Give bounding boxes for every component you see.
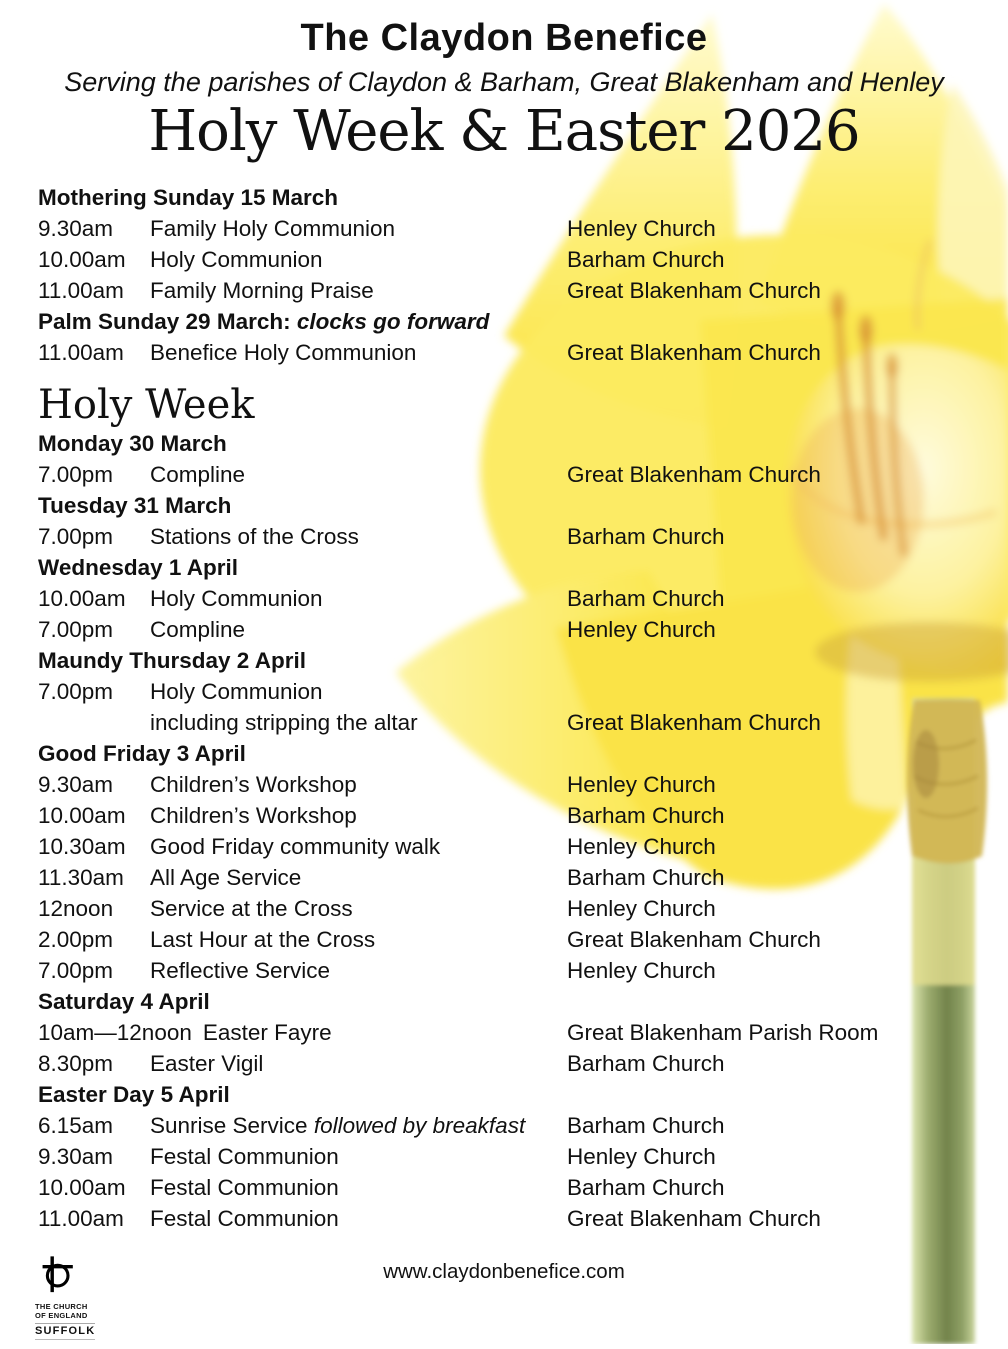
day-block: [38, 428, 1008, 490]
day-block: [38, 645, 1008, 738]
location-cell: Henley Church: [567, 896, 716, 921]
service-row: [38, 521, 1008, 552]
event-cell: Festal Communion: [150, 1144, 339, 1169]
day-block: [38, 182, 1008, 306]
event-text: Sunrise Service: [150, 1113, 314, 1138]
service-row: [38, 275, 1008, 306]
time-cell: 10.30am: [38, 834, 126, 859]
poster-title: The Claydon Benefice: [300, 17, 708, 59]
poster-subtitle: Serving the parishes of Claydon & Barham, Great Blakenham and Henley: [64, 67, 944, 97]
service-row: [38, 614, 1008, 645]
event-cell: Reflective Service: [150, 958, 331, 983]
time-cell: 10.00am: [38, 586, 126, 611]
location-cell: Henley Church: [567, 1144, 716, 1169]
event-cell: Easter Fayre: [202, 1020, 332, 1045]
location-cell: Henley Church: [567, 216, 716, 241]
event-cell: Service at the Cross: [150, 896, 353, 921]
service-row: [38, 244, 1008, 275]
location-cell: Barham Church: [567, 586, 725, 611]
event-cell: Stations of the Cross: [150, 524, 359, 549]
day-block: [38, 738, 1008, 986]
service-row: [38, 459, 1008, 490]
location-cell: Barham Church: [567, 865, 725, 890]
day-title: Mothering Sunday 15 March: [38, 185, 339, 210]
service-row: [38, 337, 1008, 368]
logo-caption-region: SUFFOLK: [35, 1323, 95, 1340]
event-cell: Holy Communion: [150, 679, 323, 704]
time-cell: 10.00am: [38, 803, 126, 828]
service-row: [38, 893, 1008, 924]
main-heading: Holy Week & Easter 2026: [148, 99, 860, 164]
day-title-text: Palm Sunday 29 March:: [38, 309, 297, 334]
day-title: Monday 30 March: [38, 431, 227, 456]
location-cell: Henley Church: [567, 834, 716, 859]
location-cell: Great Blakenham Church: [567, 278, 821, 303]
location-cell: Henley Church: [567, 617, 716, 642]
event-cell: All Age Service: [150, 865, 302, 890]
time-cell: 11.00am: [38, 1206, 124, 1231]
service-row: [38, 769, 1008, 800]
service-row: [38, 831, 1008, 862]
service-row: [38, 1048, 1008, 1079]
location-cell: Barham Church: [567, 1051, 725, 1076]
event-cell: including stripping the altar: [150, 710, 418, 735]
time-cell: 7.00pm: [38, 679, 114, 704]
location-cell: Barham Church: [567, 803, 725, 828]
event-cell: Compline: [150, 462, 246, 487]
day-title: Wednesday 1 April: [38, 555, 239, 580]
event-cell: Family Holy Communion: [150, 216, 396, 241]
church-of-england-cross-circle-icon: [35, 1254, 125, 1300]
event-cell: Holy Communion: [150, 247, 323, 272]
time-cell: 9.30am: [38, 216, 114, 241]
service-row: [38, 862, 1008, 893]
event-cell: [150, 1110, 525, 1141]
service-row: [38, 213, 1008, 244]
location-cell: Great Blakenham Church: [567, 340, 821, 365]
day-title: [38, 306, 1008, 337]
time-cell: [38, 707, 150, 738]
day-block: [38, 306, 1008, 368]
event-cell: Children’s Workshop: [150, 772, 357, 797]
location-cell: Great Blakenham Parish Room: [567, 1020, 879, 1045]
service-row: [38, 1172, 1008, 1203]
day-block: [38, 552, 1008, 645]
day-block: [38, 986, 1008, 1079]
location-cell: Barham Church: [567, 524, 725, 549]
time-cell: 6.15am: [38, 1113, 114, 1138]
location-cell: Great Blakenham Church: [567, 462, 821, 487]
time-cell: 7.00pm: [38, 617, 114, 642]
location-cell: Great Blakenham Church: [567, 710, 821, 735]
logo-caption-line1: THE CHURCH: [35, 1302, 88, 1311]
service-row: [38, 955, 1008, 986]
service-row-continuation: [38, 707, 1008, 738]
time-cell: 10.00am: [38, 247, 126, 272]
event-cell: Good Friday community walk: [150, 834, 441, 859]
event-cell: Easter Vigil: [150, 1051, 264, 1076]
location-cell: Barham Church: [567, 1113, 725, 1138]
time-cell: 11.00am: [38, 278, 124, 303]
service-row: [38, 1203, 1008, 1234]
footer-url: www.claydonbenefice.com: [383, 1260, 625, 1283]
time-cell: 9.30am: [38, 1144, 114, 1169]
service-row: [38, 1110, 1008, 1141]
time-cell: 2.00pm: [38, 927, 114, 952]
logo-caption-org: [35, 1302, 125, 1320]
day-title: Maundy Thursday 2 April: [38, 648, 306, 673]
service-row: [38, 1017, 1008, 1048]
event-cell: Family Morning Praise: [150, 278, 374, 303]
event-cell: Benefice Holy Communion: [150, 340, 417, 365]
time-cell: 11.30am: [38, 865, 124, 890]
location-cell: Henley Church: [567, 772, 716, 797]
time-cell: 7.00pm: [38, 462, 114, 487]
church-of-england-logo: [35, 1254, 125, 1340]
day-title: Good Friday 3 April: [38, 741, 246, 766]
time-cell: 7.00pm: [38, 958, 114, 983]
event-cell: Holy Communion: [150, 586, 323, 611]
section-heading-holy-week: Holy Week: [38, 382, 255, 428]
service-row: [38, 676, 1008, 707]
event-cell: Compline: [150, 617, 246, 642]
time-cell: 10.00am: [38, 1175, 126, 1200]
service-schedule: [0, 182, 1008, 1234]
day-title: Tuesday 31 March: [38, 493, 232, 518]
event-cell: Last Hour at the Cross: [150, 927, 376, 952]
time-cell: 7.00pm: [38, 524, 114, 549]
location-cell: Great Blakenham Church: [567, 1206, 821, 1231]
day-block: [38, 490, 1008, 552]
service-row: [38, 583, 1008, 614]
time-cell: 11.00am: [38, 340, 124, 365]
event-cell: Festal Communion: [150, 1206, 339, 1231]
time-cell: 9.30am: [38, 772, 114, 797]
time-cell: 8.30pm: [38, 1051, 114, 1076]
time-cell: 12noon: [38, 896, 114, 921]
day-title: Easter Day 5 April: [38, 1082, 230, 1107]
event-cell: Children’s Workshop: [150, 803, 357, 828]
service-row: [38, 1141, 1008, 1172]
day-title: Saturday 4 April: [38, 989, 210, 1014]
time-cell: 10am—12noon: [38, 1020, 192, 1045]
service-row: [38, 800, 1008, 831]
location-cell: Great Blakenham Church: [567, 927, 821, 952]
location-cell: Barham Church: [567, 247, 725, 272]
day-block: [38, 1079, 1008, 1234]
day-title-italic: clocks go forward: [296, 309, 490, 334]
location-cell: Barham Church: [567, 1175, 725, 1200]
service-row: [38, 924, 1008, 955]
location-cell: Henley Church: [567, 958, 716, 983]
event-note-italic: followed by breakfast: [313, 1113, 526, 1138]
event-cell: Festal Communion: [150, 1175, 339, 1200]
logo-caption-line2: OF ENGLAND: [35, 1311, 88, 1320]
